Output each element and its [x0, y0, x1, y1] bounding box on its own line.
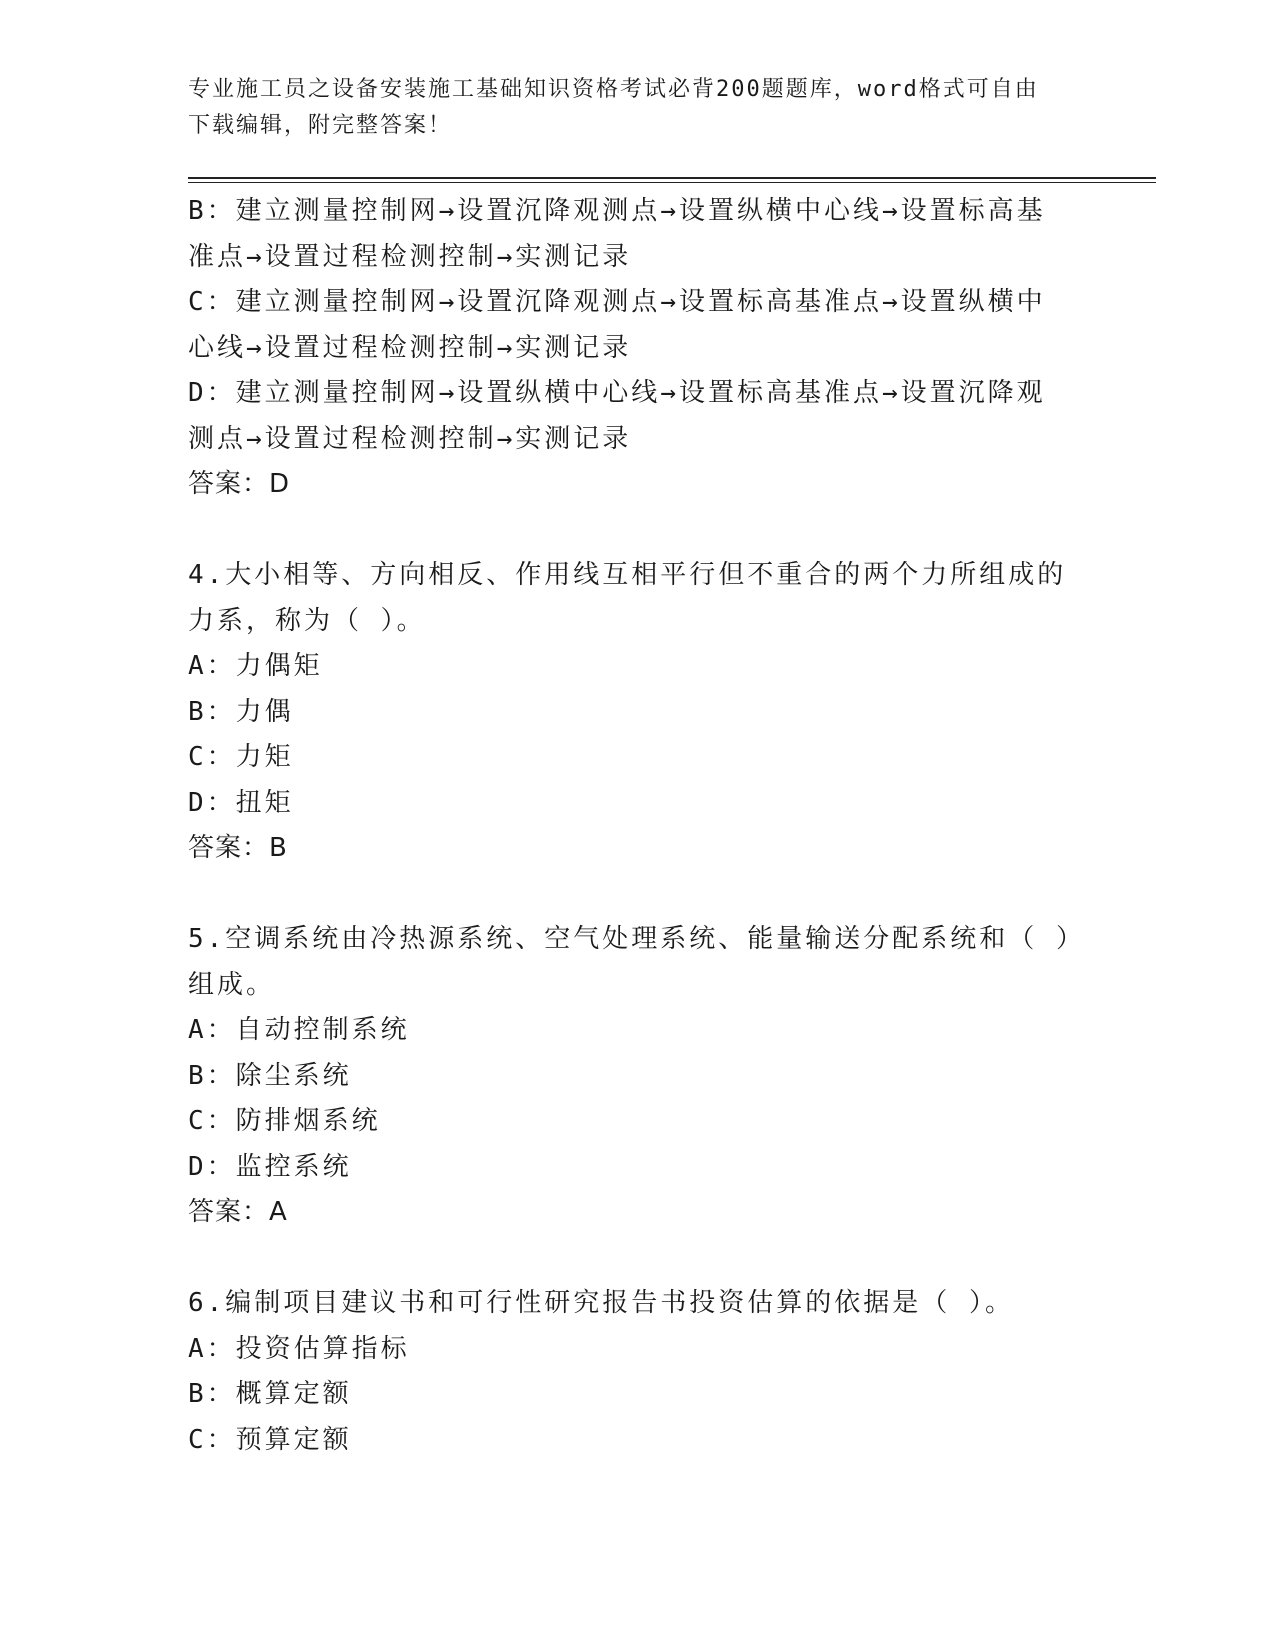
option-a: A：投资估算指标 — [188, 1333, 410, 1364]
question-text-line-1: 5.空调系统由冷热源系统、空气处理系统、能量输送分配系统和（ ） — [188, 924, 1085, 954]
question-4 — [188, 553, 1088, 872]
question-text-line-2: 组成。 — [188, 969, 276, 1000]
question-list — [188, 189, 1088, 1463]
option-d-line-1: D：建立测量控制网→设置纵横中心线→设置标高基准点→设置沉降观 — [188, 378, 1046, 408]
option-a: A：力偶矩 — [188, 651, 323, 681]
document-header — [188, 72, 1088, 144]
option-c-line-1: C：建立测量控制网→设置沉降观测点→设置标高基准点→设置纵横中 — [188, 287, 1046, 317]
question-6 — [188, 1281, 1088, 1463]
option-b-line-1: B：建立测量控制网→设置沉降观测点→设置纵横中心线→设置标高基 — [188, 196, 1046, 226]
question-spacer — [188, 508, 1088, 554]
question-3-continued — [188, 189, 1088, 508]
option-a: A：自动控制系统 — [188, 1015, 410, 1045]
question-text-line-1: 6.编制项目建议书和可行性研究报告书投资估算的依据是（ ）。 — [188, 1288, 1014, 1318]
option-b: B：除尘系统 — [188, 1060, 352, 1091]
question-text-line-2: 力系，称为（ ）。 — [188, 605, 426, 636]
option-c-line-2: 心线→设置过程检测控制→实测记录 — [188, 332, 632, 363]
option-c: C：防排烟系统 — [188, 1106, 381, 1136]
option-c: C：力矩 — [188, 742, 294, 772]
question-text-line-1: 4.大小相等、方向相反、作用线互相平行但不重合的两个力所组成的 — [188, 560, 1067, 590]
option-d-line-2: 测点→设置过程检测控制→实测记录 — [188, 423, 632, 454]
option-c: C：预算定额 — [188, 1424, 352, 1455]
option-d: D：扭矩 — [188, 787, 294, 818]
option-b: B：力偶 — [188, 696, 294, 727]
option-b: B：概算定额 — [188, 1379, 352, 1409]
option-b-line-2: 准点→设置过程检测控制→实测记录 — [188, 241, 632, 272]
answer-label: 答案：D — [188, 469, 291, 499]
answer-label: 答案：B — [188, 833, 288, 863]
question-spacer — [188, 1236, 1088, 1282]
header-divider — [188, 177, 1156, 183]
option-d: D：监控系统 — [188, 1151, 352, 1182]
question-spacer — [188, 872, 1088, 918]
header-title-line-1: 专业施工员之设备安装施工基础知识资格考试必背200题题库，word格式可自由 — [188, 77, 1039, 102]
answer-label: 答案：A — [188, 1197, 288, 1227]
header-title-line-2: 下载编辑，附完整答案！ — [188, 113, 453, 138]
question-5 — [188, 917, 1088, 1236]
